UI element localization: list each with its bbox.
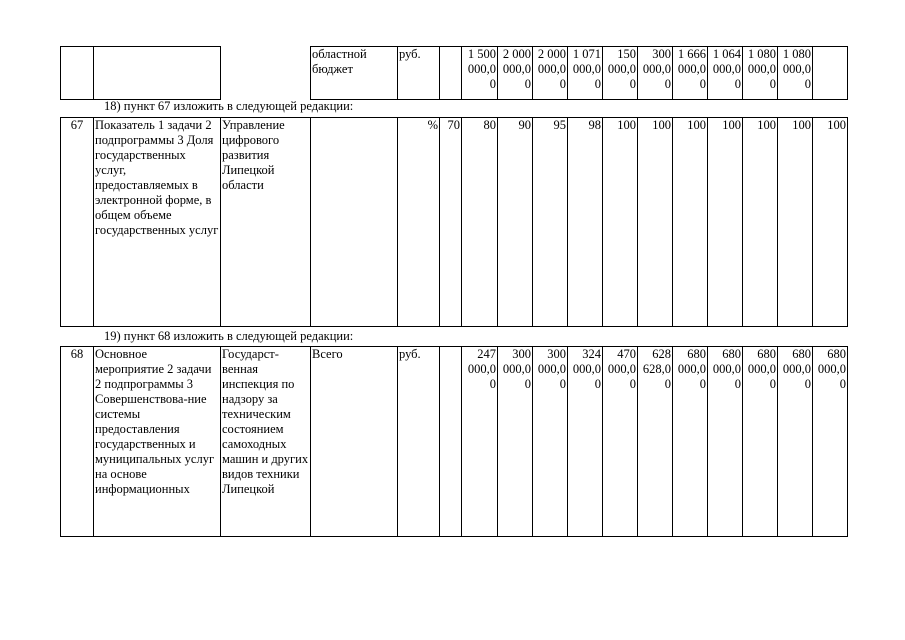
cell-unit: руб. — [398, 347, 440, 537]
cell-value: 680 000,0 0 — [673, 347, 708, 537]
cell-value: 95 — [533, 118, 568, 327]
cell-value: 100 — [813, 118, 848, 327]
cell-value: 100 — [603, 118, 638, 327]
cell-value: 1 064 000,0 0 — [708, 47, 743, 100]
cell-executor: Управление цифрового развития Липецкой области — [221, 118, 311, 327]
amendment-note-67: 18) пункт 67 изложить в следующей редакции: — [104, 99, 354, 113]
cell-value: 628 628,0 0 — [638, 347, 673, 537]
cell-value: 680 000,0 0 — [743, 347, 778, 537]
cell-value: 2 000 000,0 0 — [533, 47, 568, 100]
table-fragment-top — [60, 46, 848, 100]
cell-source: Всего — [311, 347, 398, 537]
cell-executor — [221, 47, 311, 100]
cell-value: 70 — [440, 118, 462, 327]
cell-no: 68 — [61, 347, 94, 537]
cell-unit: % — [398, 118, 440, 327]
cell-name: Показатель 1 задачи 2 подпрограммы 3 Доля государственных услуг, предоставляемых в электронной форме, в общем объеме государственных услуг — [94, 118, 221, 327]
amendment-note-68: 19) пункт 68 изложить в следующей редакции: — [104, 329, 354, 343]
cell-value: 98 — [568, 118, 603, 327]
cell-value: 100 — [638, 118, 673, 327]
cell-value: 247 000,0 0 — [462, 347, 498, 537]
table-row — [61, 118, 848, 327]
cell-value: 100 — [778, 118, 813, 327]
cell-source — [311, 118, 398, 327]
cell-executor: Государст-венная инспекция по надзору за техническим состоянием самоходных машин и других видов техники Липецкой — [221, 347, 311, 537]
cell-value: 100 — [673, 118, 708, 327]
cell-value: 1 080 000,0 0 — [743, 47, 778, 100]
cell-value: 80 — [462, 118, 498, 327]
cell-value: 324 000,0 0 — [568, 347, 603, 537]
cell-name: Основное мероприятие 2 задачи 2 подпрограммы 3 Совершенствова-ние системы предоставления государственных и муниципальных услуг на основе информационных — [94, 347, 221, 537]
cell-value: 1 071 000,0 0 — [568, 47, 603, 100]
cell-value: 90 — [498, 118, 533, 327]
cell-source: областной бюджет — [311, 47, 398, 100]
cell-value: 100 — [743, 118, 778, 327]
cell-no — [61, 47, 94, 100]
table-row-68 — [60, 346, 848, 537]
cell-value: 680 000,0 0 — [813, 347, 848, 537]
cell-value: 1 500 000,0 0 — [462, 47, 498, 100]
cell-value: 300 000,0 0 — [533, 347, 568, 537]
cell-value: 300 000,0 0 — [638, 47, 673, 100]
cell-value: 680 000,0 0 — [778, 347, 813, 537]
table-row-67 — [60, 117, 848, 327]
cell-value: 470 000,0 0 — [603, 347, 638, 537]
cell-value: 300 000,0 0 — [498, 347, 533, 537]
cell-base — [440, 47, 462, 100]
cell-value — [813, 47, 848, 100]
cell-value: 1 080 000,0 0 — [778, 47, 813, 100]
table-row — [61, 347, 848, 537]
cell-no: 67 — [61, 118, 94, 327]
cell-unit: руб. — [398, 47, 440, 100]
cell-base — [440, 347, 462, 537]
cell-value: 100 — [708, 118, 743, 327]
cell-value: 1 666 000,0 0 — [673, 47, 708, 100]
cell-name — [94, 47, 221, 100]
cell-value: 2 000 000,0 0 — [498, 47, 533, 100]
table-row — [61, 47, 848, 100]
cell-value: 680 000,0 0 — [708, 347, 743, 537]
cell-value: 150 000,0 0 — [603, 47, 638, 100]
